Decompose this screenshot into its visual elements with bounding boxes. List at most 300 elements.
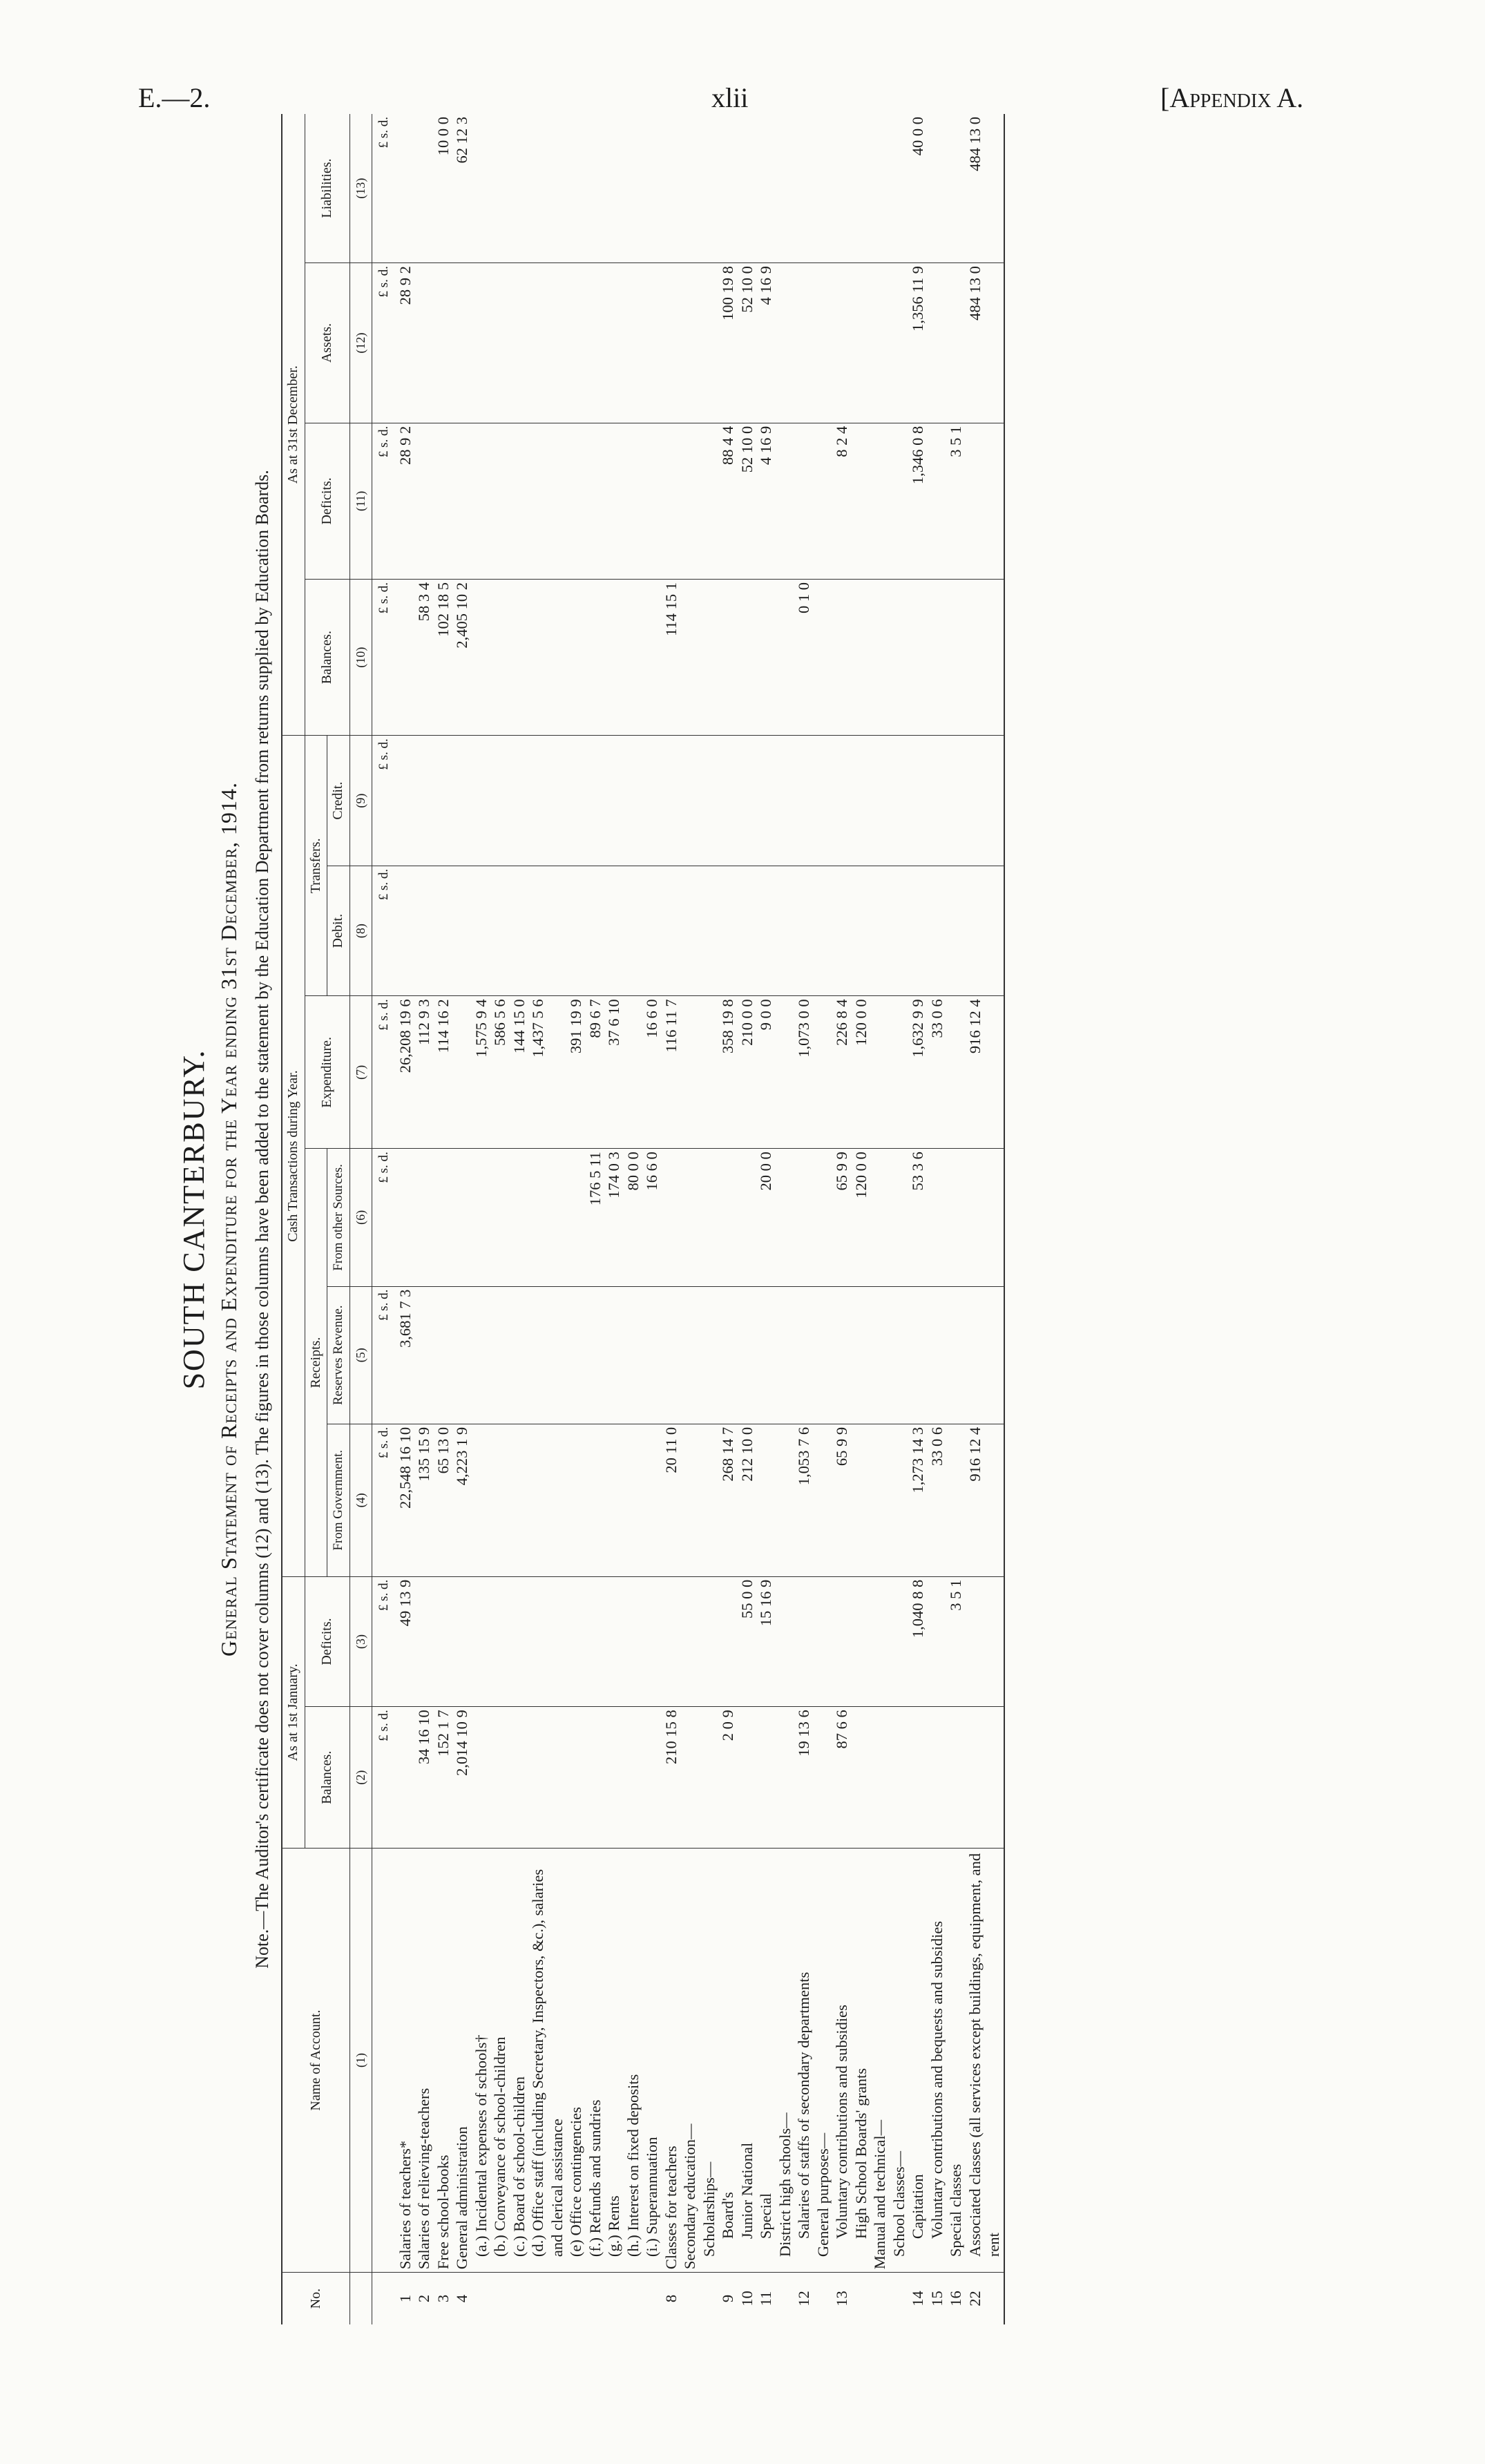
amount-cell [814, 1286, 833, 1424]
amount-cell [718, 114, 738, 263]
amount-cell [434, 1286, 453, 1424]
amount-cell: 65 9 9 [832, 1149, 852, 1286]
amount-cell [890, 423, 909, 579]
amount-cell [452, 996, 472, 1149]
amount-cell: 586 5 6 [490, 996, 510, 1149]
row-number [814, 2273, 833, 2324]
amount-cell [946, 1707, 966, 1849]
rotated-page [176, 114, 1350, 2324]
amount-cell [528, 114, 566, 263]
account-name: Special [756, 1848, 776, 2272]
amount-cell [510, 1707, 529, 1849]
amount-cell [642, 580, 662, 736]
amount-cell: 22,548 16 10 [396, 1424, 415, 1576]
table-row [624, 114, 643, 2324]
amount-cell [414, 263, 434, 423]
amount-cell [528, 580, 566, 736]
amount-cell [528, 1149, 566, 1286]
amount-cell: 391 19 9 [566, 996, 586, 1149]
amount-cell [776, 114, 795, 263]
units-cell: £ s. d. [372, 996, 396, 1149]
amount-cell [870, 996, 890, 1149]
amount-cell [794, 263, 814, 423]
amount-cell: 358 19 8 [718, 996, 738, 1149]
amount-cell [928, 866, 947, 996]
amount-cell [586, 580, 605, 736]
amount-cell [928, 1286, 947, 1424]
amount-cell [490, 580, 510, 736]
amount-cell [738, 114, 757, 263]
table-row [756, 114, 776, 2324]
amount-cell: 26,208 19 6 [396, 996, 415, 1149]
amount-cell: 102 18 5 [434, 580, 453, 736]
amount-cell [832, 114, 852, 263]
amount-cell: 20 11 0 [662, 1424, 681, 1576]
row-number: 1 [396, 2294, 414, 2303]
row-number: 22 [966, 2273, 1004, 2324]
amount-cell [566, 1576, 586, 1707]
col-account: Name of Account. [282, 1848, 349, 2272]
amount-cell: 28 9 2 [396, 263, 415, 423]
amount-cell [852, 1424, 871, 1576]
amount-cell [908, 1707, 928, 1849]
amount-cell [604, 736, 624, 866]
amount-cell [700, 1149, 719, 1286]
amount-cell [624, 1424, 643, 1576]
row-number: 12 [795, 2291, 812, 2307]
amount-cell [700, 866, 719, 996]
amount-cell [586, 114, 605, 263]
table-row [528, 114, 566, 2324]
row-number: 4 [453, 2294, 470, 2303]
amount-cell: 210 0 0 [738, 996, 757, 1149]
amount-cell [414, 114, 434, 263]
amount-cell: 120 0 0 [852, 996, 871, 1149]
col-jan-balances: Balances. [305, 1707, 349, 1849]
amount-cell: 34 16 10 [414, 1707, 434, 1849]
amount-cell [434, 1149, 453, 1286]
amount-cell: 52 10 0 [738, 263, 757, 423]
amount-cell [870, 263, 890, 423]
amount-cell [472, 1424, 491, 1576]
amount-cell [642, 1576, 662, 1707]
amount-cell: 1,575 9 4 [472, 996, 491, 1149]
amount-cell [700, 263, 719, 423]
amount-cell [434, 263, 453, 423]
amount-cell: 89 6 7 [586, 996, 605, 1149]
amount-cell [946, 736, 966, 866]
row-number: 3 [434, 2294, 452, 2303]
amount-cell [472, 1576, 491, 1707]
amount-cell [414, 1576, 434, 1707]
account-name: (a.) Incidental expenses of schools† [472, 1848, 491, 2272]
statement-body [372, 114, 1004, 2324]
col-num: (12) [349, 263, 372, 423]
table-row [890, 114, 909, 2324]
account-name: Manual and technical— [870, 1848, 890, 2272]
page-title: SOUTH CANTERBURY. [177, 1049, 211, 1390]
amount-cell [566, 263, 586, 423]
amount-cell [434, 423, 453, 579]
amount-cell: 1,073 0 0 [794, 996, 814, 1149]
amount-cell [566, 114, 586, 263]
amount-cell [624, 996, 643, 1149]
amount-cell: 33 0 6 [928, 996, 947, 1149]
amount-cell [756, 1707, 776, 1849]
table-row [642, 114, 662, 2324]
amount-cell [472, 114, 491, 263]
account-name: (g.) Rents [604, 1848, 624, 2272]
amount-cell [928, 736, 947, 866]
account-name: Capitation [908, 1848, 928, 2272]
amount-cell: 1,040 8 8 [908, 1576, 928, 1707]
amount-cell [946, 114, 966, 263]
units-cell: £ s. d. [372, 1286, 396, 1424]
amount-cell [624, 263, 643, 423]
amount-cell [642, 1286, 662, 1424]
amount-cell [852, 263, 871, 423]
amount-cell [756, 1286, 776, 1424]
amount-cell [680, 736, 700, 866]
units-cell [372, 1848, 396, 2272]
account-name: (i.) Superannuation [642, 1848, 662, 2272]
amount-cell [662, 263, 681, 423]
row-number [642, 2273, 662, 2324]
col-dec-balances: Balances. [305, 580, 349, 736]
amount-cell [604, 423, 624, 579]
amount-cell [756, 736, 776, 866]
amount-cell [472, 866, 491, 996]
amount-cell [604, 1576, 624, 1707]
amount-cell [852, 1707, 871, 1849]
amount-cell [434, 1576, 453, 1707]
amount-cell [586, 736, 605, 866]
amount-cell [718, 1286, 738, 1424]
row-number [870, 2273, 890, 2324]
amount-cell [604, 1286, 624, 1424]
amount-cell [510, 114, 529, 263]
account-name: Special classes [946, 1848, 966, 2272]
amount-cell [738, 1707, 757, 1849]
table-row [566, 114, 586, 2324]
amount-cell: 1,356 11 9 [908, 263, 928, 423]
amount-cell: 916 12 4 [966, 1424, 1004, 1576]
amount-cell [624, 114, 643, 263]
amount-cell [852, 736, 871, 866]
amount-cell [396, 580, 415, 736]
amount-cell [680, 580, 700, 736]
amount-cell: 3 5 1 [946, 1576, 966, 1707]
col-num: (4) [349, 1424, 372, 1576]
amount-cell: 135 15 9 [414, 1424, 434, 1576]
amount-cell [396, 1707, 415, 1849]
amount-cell [700, 1286, 719, 1424]
amount-cell: 9 0 0 [756, 996, 776, 1149]
amount-cell [718, 1576, 738, 1707]
amount-cell [776, 1707, 795, 1849]
amount-cell [510, 263, 529, 423]
amount-cell [452, 1149, 472, 1286]
amount-cell [946, 1149, 966, 1286]
amount-cell [870, 866, 890, 996]
account-name: Board's [718, 1848, 738, 2272]
amount-cell [814, 866, 833, 996]
amount-cell [738, 1149, 757, 1286]
amount-cell [966, 1149, 1004, 1286]
table-row [814, 114, 833, 2324]
amount-cell [908, 736, 928, 866]
col-expenditure: Expenditure. [305, 996, 349, 1149]
amount-cell [566, 423, 586, 579]
amount-cell [870, 1286, 890, 1424]
col-num: (8) [349, 866, 372, 996]
amount-cell [414, 866, 434, 996]
amount-cell: 226 8 4 [832, 996, 852, 1149]
amount-cell [832, 866, 852, 996]
amount-cell [814, 114, 833, 263]
col-no: No. [282, 2273, 349, 2324]
amount-cell: 58 3 4 [414, 580, 434, 736]
amount-cell [966, 423, 1004, 579]
amount-cell [718, 1149, 738, 1286]
amount-cell [814, 1707, 833, 1849]
account-name: Salaries of staffs of secondary departments [794, 1848, 814, 2272]
amount-cell [472, 263, 491, 423]
amount-cell [870, 1707, 890, 1849]
amount-cell [662, 1286, 681, 1424]
amount-cell [490, 1286, 510, 1424]
amount-cell [642, 1424, 662, 1576]
col-num: (6) [349, 1149, 372, 1286]
units-cell: £ s. d. [372, 263, 396, 423]
table-row [832, 114, 852, 2324]
amount-cell: 210 15 8 [662, 1707, 681, 1849]
col-dec-deficits: Deficits. [305, 423, 349, 579]
amount-cell [490, 736, 510, 866]
amount-cell [604, 866, 624, 996]
amount-cell [738, 1286, 757, 1424]
table-row [794, 114, 814, 2324]
amount-cell: 1,273 14 3 [908, 1424, 928, 1576]
row-number: 2 [415, 2294, 432, 2303]
amount-cell: 87 6 6 [832, 1707, 852, 1849]
amount-cell [680, 423, 700, 579]
row-number [490, 2273, 510, 2324]
amount-cell [452, 1286, 472, 1424]
account-name: Voluntary contributions and bequests and subsidies [928, 1848, 947, 2272]
row-number: 8 [662, 2294, 680, 2303]
amount-cell [756, 866, 776, 996]
amount-cell [642, 114, 662, 263]
amount-cell [870, 1424, 890, 1576]
amount-cell [890, 996, 909, 1149]
amount-cell [776, 866, 795, 996]
amount-cell: 484 13 0 [966, 263, 1004, 423]
units-cell: £ s. d. [372, 1576, 396, 1707]
amount-cell [832, 580, 852, 736]
amount-cell: 2,014 10 9 [452, 1707, 472, 1849]
amount-cell: 3 5 1 [946, 423, 966, 579]
amount-cell: 49 13 9 [396, 1576, 415, 1707]
amount-cell: 4 16 9 [756, 423, 776, 579]
amount-cell [680, 263, 700, 423]
amount-cell [890, 114, 909, 263]
amount-cell: 144 15 0 [510, 996, 529, 1149]
amount-cell: 33 0 6 [928, 1424, 947, 1576]
amount-cell [604, 263, 624, 423]
col-jan: As at 1st January. [282, 1576, 305, 1848]
amount-cell [852, 580, 871, 736]
amount-cell [680, 1707, 700, 1849]
amount-cell [680, 1576, 700, 1707]
col-dec: As at 31st December. [282, 114, 305, 736]
amount-cell [510, 423, 529, 579]
amount-cell [776, 1576, 795, 1707]
amount-cell: 4 16 9 [756, 263, 776, 423]
amount-cell [642, 1707, 662, 1849]
account-name: Scholarships— [700, 1848, 719, 2272]
amount-cell [510, 1424, 529, 1576]
amount-cell [814, 1149, 833, 1286]
amount-cell [700, 114, 719, 263]
amount-cell [662, 1149, 681, 1286]
account-name: Salaries of teachers* [396, 1848, 415, 2272]
amount-cell [890, 1286, 909, 1424]
amount-cell [490, 1149, 510, 1286]
amount-cell [814, 1576, 833, 1707]
amount-cell: 120 0 0 [852, 1149, 871, 1286]
amount-cell [966, 736, 1004, 866]
amount-cell: 28 9 2 [396, 423, 415, 579]
account-name: (h.) Interest on fixed deposits [624, 1848, 643, 2272]
amount-cell [510, 1576, 529, 1707]
amount-cell [852, 866, 871, 996]
amount-cell: 1,632 9 9 [908, 996, 928, 1149]
col-num: (1) [349, 1848, 372, 2272]
col-num [349, 2273, 372, 2324]
amount-cell [814, 423, 833, 579]
col-reserves: Reserves Revenue. [327, 1286, 350, 1424]
amount-cell [832, 736, 852, 866]
table-row [680, 114, 700, 2324]
amount-cell [794, 1149, 814, 1286]
amount-cell: 4,223 1 9 [452, 1424, 472, 1576]
col-other: From other Sources. [327, 1149, 350, 1286]
amount-cell [946, 1424, 966, 1576]
table-row [946, 114, 966, 2324]
appendix-label: [Appendix A. [1160, 82, 1304, 113]
amount-cell [890, 580, 909, 736]
account-name: (b.) Conveyance of school-children [490, 1848, 510, 2272]
amount-cell [852, 1286, 871, 1424]
amount-cell [662, 114, 681, 263]
amount-cell [776, 423, 795, 579]
amount-cell [890, 736, 909, 866]
account-name: Associated classes (all services except buildings, equipment, and rent [966, 1848, 1004, 2272]
amount-cell [700, 1424, 719, 1576]
col-num: (3) [349, 1576, 372, 1707]
amount-cell [528, 423, 566, 579]
amount-cell [928, 1707, 947, 1849]
amount-cell [680, 114, 700, 263]
amount-cell: 19 13 6 [794, 1707, 814, 1849]
amount-cell [604, 1707, 624, 1849]
row-number [528, 2273, 566, 2324]
amount-cell: 20 0 0 [756, 1149, 776, 1286]
amount-cell [890, 866, 909, 996]
col-num: (13) [349, 114, 372, 263]
amount-cell: 116 11 7 [662, 996, 681, 1149]
amount-cell [566, 1707, 586, 1849]
amount-cell [718, 736, 738, 866]
amount-cell [490, 114, 510, 263]
amount-cell [586, 1576, 605, 1707]
amount-cell [586, 1286, 605, 1424]
row-number [586, 2273, 605, 2324]
amount-cell [890, 1707, 909, 1849]
amount-cell [414, 1286, 434, 1424]
amount-cell [794, 114, 814, 263]
amount-cell: 16 6 0 [642, 996, 662, 1149]
table-row [908, 114, 928, 2324]
amount-cell [814, 580, 833, 736]
amount-cell [870, 736, 890, 866]
amount-cell [510, 736, 529, 866]
amount-cell [928, 580, 947, 736]
amount-cell [718, 580, 738, 736]
col-liabilities: Liabilities. [305, 114, 349, 263]
row-number: 13 [833, 2291, 850, 2307]
amount-cell: 62 12 3 [452, 114, 472, 263]
col-num: (5) [349, 1286, 372, 1424]
amount-cell [870, 1576, 890, 1707]
account-name: General purposes— [814, 1848, 833, 2272]
amount-cell [870, 580, 890, 736]
amount-cell [510, 866, 529, 996]
amount-cell [776, 263, 795, 423]
amount-cell [452, 423, 472, 579]
table-row [870, 114, 890, 2324]
amount-cell [966, 1576, 1004, 1707]
amount-cell [472, 1149, 491, 1286]
amount-cell [624, 423, 643, 579]
amount-cell [604, 114, 624, 263]
table-row [434, 114, 453, 2324]
amount-cell [738, 866, 757, 996]
col-num: (2) [349, 1707, 372, 1849]
amount-cell [586, 1424, 605, 1576]
units-cell: £ s. d. [372, 1424, 396, 1576]
amount-cell [472, 580, 491, 736]
amount-cell [776, 996, 795, 1149]
amount-cell [700, 736, 719, 866]
units-cell: £ s. d. [372, 1707, 396, 1849]
row-number [604, 2273, 624, 2324]
amount-cell [586, 1707, 605, 1849]
amount-cell [528, 1286, 566, 1424]
amount-cell: 37 6 10 [604, 996, 624, 1149]
amount-cell [814, 736, 833, 866]
amount-cell [776, 1424, 795, 1576]
row-number: 14 [909, 2291, 926, 2307]
amount-cell [946, 263, 966, 423]
amount-cell: 3,681 7 3 [396, 1286, 415, 1424]
amount-cell [566, 866, 586, 996]
table-row [776, 114, 795, 2324]
row-number: 9 [719, 2294, 736, 2303]
amount-cell [396, 114, 415, 263]
col-num: (7) [349, 996, 372, 1149]
